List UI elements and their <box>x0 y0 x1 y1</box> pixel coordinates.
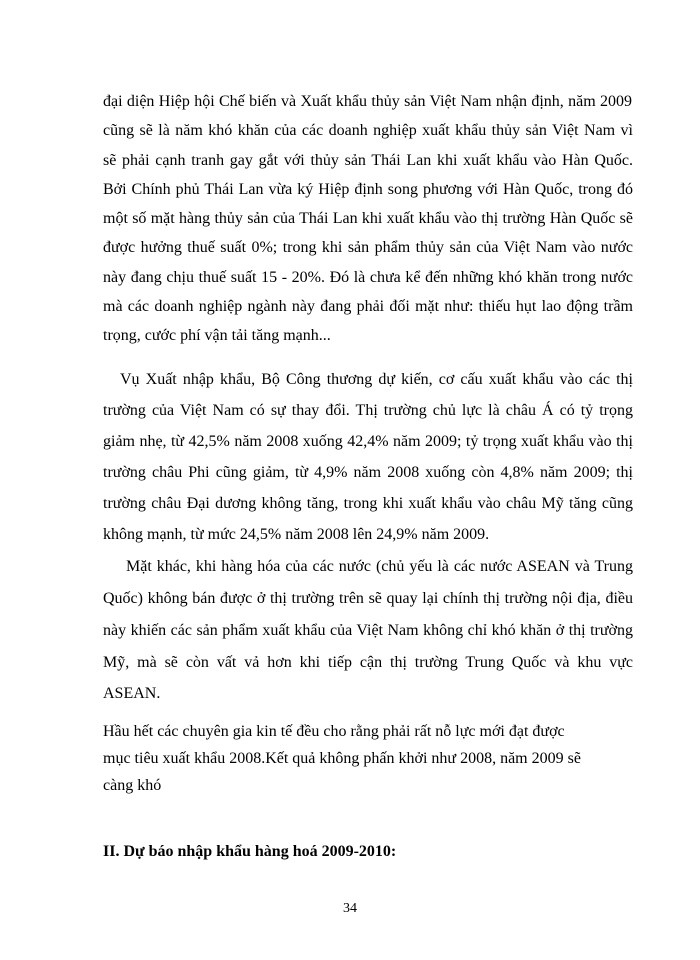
paragraph-3-line: ASEAN. <box>103 685 161 702</box>
paragraph-1-line: cũng sẽ là năm khó khăn của các doanh nghiệp xuất khẩu thủy sản Việt Nam vì <box>103 122 633 139</box>
paragraph-2-line: không mạnh, từ mức 24,5% năm 2008 lên 24,9% năm 2009. <box>103 526 490 543</box>
paragraph-1-line: trọng, cước phí vận tải tăng mạnh... <box>103 327 331 344</box>
paragraph-1-line: sẽ phải cạnh tranh gay gắt với thủy sản Thái Lan khi xuất khẩu vào Hàn Quốc. <box>103 152 633 169</box>
paragraph-1-line: mà các doanh nghiệp ngành này đang phải đối mặt như: thiếu hụt lao động trầm <box>103 298 633 315</box>
paragraph-3-line: Mặt khác, khi hàng hóa của các nước (chủ yếu là các nước ASEAN và Trung <box>126 558 633 575</box>
paragraph-1-line: này đang chịu thuế suất 15 - 20%. Đó là chưa kể đến những khó khăn trong nước <box>103 269 633 286</box>
paragraph-2-line: trường châu Phi cũng giảm, từ 4,9% năm 2008 xuống còn 4,8% năm 2009; thị <box>103 464 633 481</box>
paragraph-4-line: càng khó <box>103 777 162 794</box>
paragraph-1-line: Bởi Chính phủ Thái Lan vừa ký Hiệp định song phương với Hàn Quốc, trong đó <box>103 181 633 198</box>
section-heading: II. Dự báo nhập khẩu hàng hoá 2009-2010: <box>103 843 397 860</box>
paragraph-2-line: trường của Việt Nam có sự thay đổi. Thị trường chủ lực là châu Á có tỷ trọng <box>103 402 633 419</box>
paragraph-1-line: đại diện Hiệp hội Chế biến và Xuất khẩu thủy sản Việt Nam nhận định, năm 2009 <box>103 93 632 110</box>
paragraph-3-line: Quốc) không bán được ở thị trường trên sẽ quay lại chính thị trường nội địa, điều <box>103 590 633 607</box>
paragraph-1-line: được hưởng thuế suất 0%; trong khi sản phẩm thủy sản của Việt Nam vào nước <box>103 239 633 256</box>
paragraph-4-line: Hầu hết các chuyên gia kin tế đều cho rằng phải rất nỗ lực mới đạt được <box>103 723 565 740</box>
paragraph-4-line: mục tiêu xuất khẩu 2008.Kết quả không phấn khởi như 2008, năm 2009 sẽ <box>103 750 581 767</box>
paragraph-2-line: giảm nhẹ, từ 42,5% năm 2008 xuống 42,4% năm 2009; tỷ trọng xuất khẩu vào thị <box>103 433 633 450</box>
paragraph-3-line: này khiến các sản phẩm xuất khẩu của Việt Nam không chỉ khó khăn ở thị trường <box>103 622 633 639</box>
paragraph-1-line: một số mặt hàng thủy sản của Thái Lan khi xuất khẩu vào thị trường Hàn Quốc sẽ <box>103 210 633 227</box>
paragraph-2-line: trường châu Đại dương không tăng, trong khi xuất khẩu vào châu Mỹ tăng cũng <box>103 495 633 512</box>
paragraph-2-line: Vụ Xuất nhập khẩu, Bộ Công thương dự kiến, cơ cấu xuất khẩu vào các thị <box>120 371 633 388</box>
page-number: 34 <box>343 901 357 916</box>
paragraph-3-line: Mỹ, mà sẽ còn vất vả hơn khi tiếp cận thị trường Trung Quốc và khu vực <box>103 654 633 671</box>
